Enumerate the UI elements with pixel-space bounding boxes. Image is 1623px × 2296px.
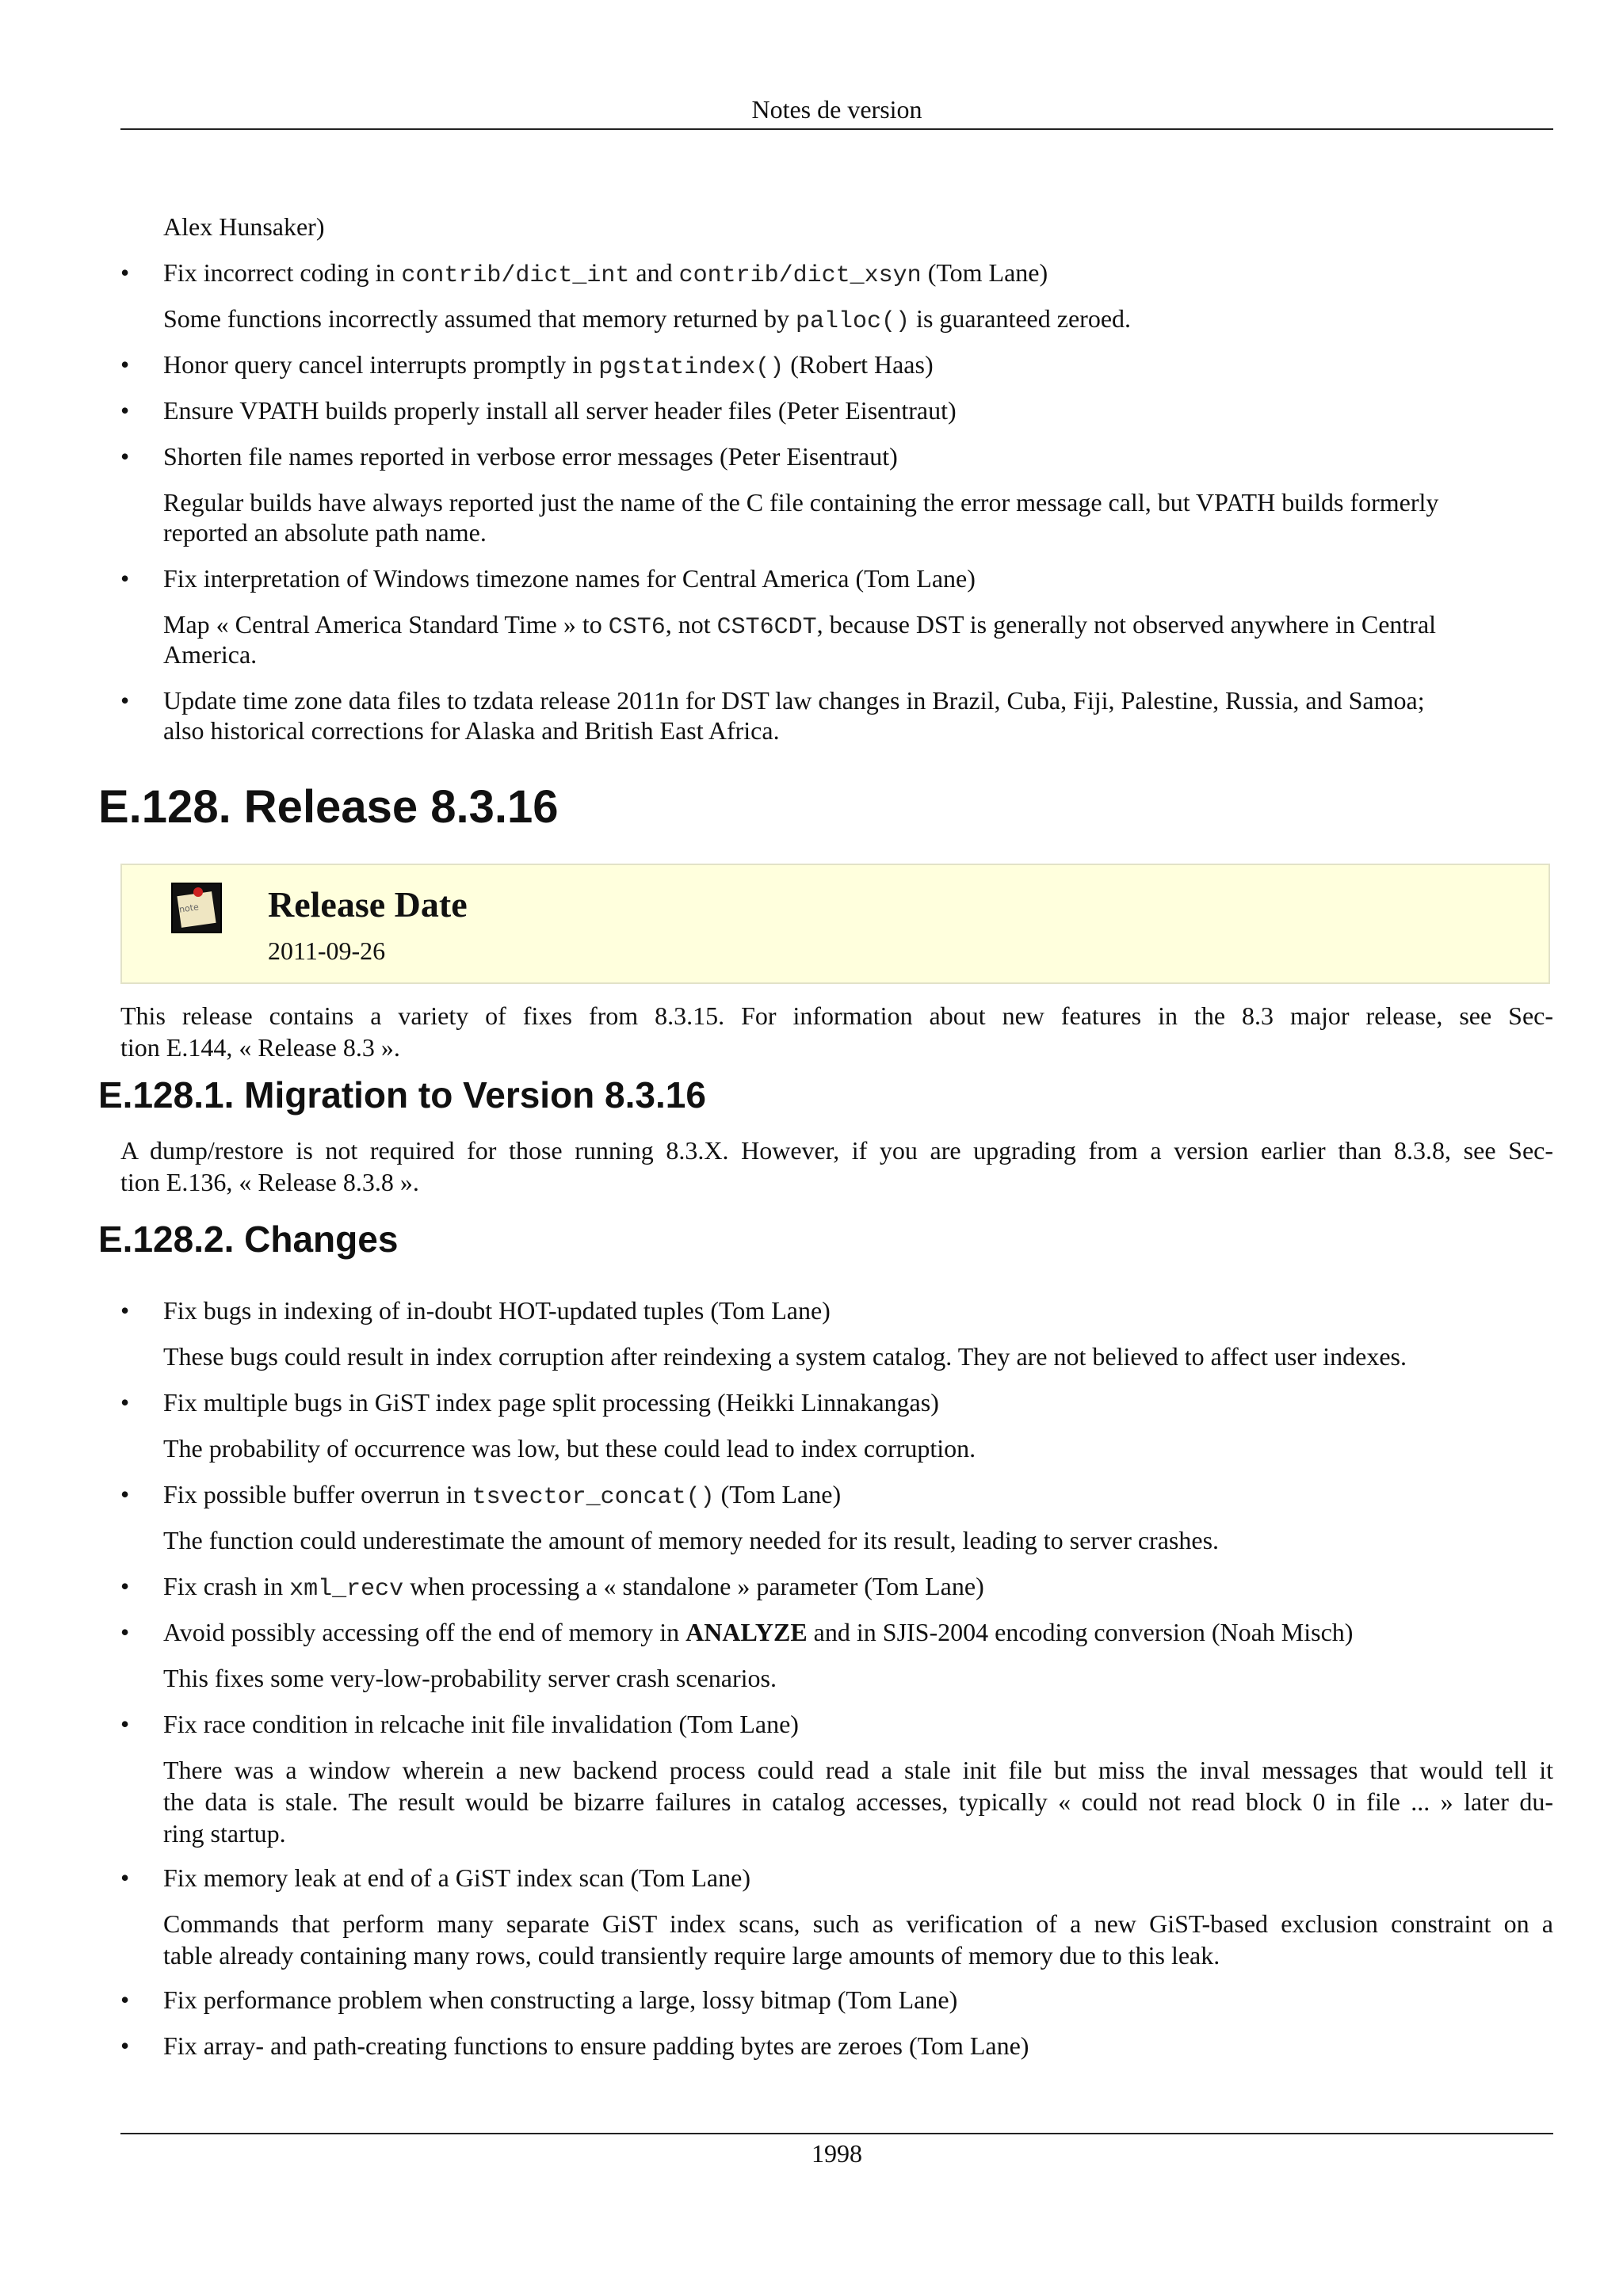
list-item: Fix array- and path-creating functions to ensure padding bytes are zeroes (Tom Lane) [163, 2031, 1029, 2060]
header-rule [120, 128, 1553, 130]
bullet: • [120, 1985, 130, 2014]
footer-rule [120, 2133, 1553, 2134]
continuation-text: Alex Hunsaker) [163, 212, 325, 241]
release-date: 2011-09-26 [268, 936, 386, 965]
bullet: • [120, 350, 130, 379]
list-item: also historical corrections for Alaska and British East Africa. [163, 716, 780, 745]
note-icon: note [171, 883, 222, 933]
migration-text: A dump/restore is not required for those running 8.3.X. However, if you are upgrading from a version earlier than 8.3.8, see Sec- tion E.136, « Release 8.3.8 ». [120, 1136, 1553, 1196]
list-item: Fix multiple bugs in GiST index page split processing (Heikki Linnakangas) [163, 1388, 939, 1417]
list-item: Fix incorrect coding in contrib/dict_int and contrib/dict_xsyn (Tom Lane) [163, 258, 1048, 289]
list-item-detail: These bugs could result in index corruption after reindexing a system catalog. They are not believed to affect user indexes. [163, 1342, 1407, 1371]
list-item-detail: There was a window wherein a new backend process could read a stale init file but miss the inval messages that would tell it the data is stale. The result would be bizarre failures in catalog accesses, typically « could not read block 0 in file ... » later du- ring startup. [163, 1756, 1553, 1848]
list-item-detail: Map « Central America Standard Time » to CST6, not CST6CDT, because DST is generally not observed anywhere in Central [163, 610, 1437, 641]
code-literal: pgstatindex() [598, 354, 785, 381]
release-intro: This release contains a variety of fixes from 8.3.15. For information about new features in the 8.3 major release, see Sec- tion E.144, « Release 8.3 ». [120, 1001, 1553, 1062]
list-item: Fix bugs in indexing of in-doubt HOT-updated tuples (Tom Lane) [163, 1296, 831, 1325]
list-item-detail: Regular builds have always reported just the name of the C file containing the error message call, but VPATH builds formerly [163, 488, 1439, 517]
bullet: • [120, 1296, 130, 1325]
list-item-detail: This fixes some very-low-probability server crash scenarios. [163, 1664, 777, 1692]
note-title: Release Date [268, 884, 468, 925]
bullet: • [120, 1618, 130, 1646]
subsection-heading: E.128.2. Changes [98, 1219, 399, 1260]
code-literal: xml_recv [289, 1576, 404, 1603]
list-item-detail: Commands that perform many separate GiST index scans, such as verification of a new GiST-based exclusion constraint on a table already containing many rows, could transiently require large amounts of memory due to this leak. [163, 1909, 1553, 1970]
running-header: Notes de version [751, 95, 922, 124]
list-item: Avoid possibly accessing off the end of memory in ANALYZE and in SJIS-2004 encoding conversion (Noah Misch) [163, 1618, 1354, 1646]
code-literal: contrib/dict_int [401, 262, 630, 289]
list-item: Honor query cancel interrupts promptly in pgstatindex() (Robert Haas) [163, 350, 934, 381]
code-literal: CST6CDT [716, 614, 817, 641]
bullet: • [120, 564, 130, 593]
list-item: Fix performance problem when constructing a large, lossy bitmap (Tom Lane) [163, 1985, 958, 2014]
list-item: Update time zone data files to tzdata release 2011n for DST law changes in Brazil, Cuba, Fiji, Palestine, Russia, and Samoa; [163, 686, 1425, 715]
section-heading: E.128. Release 8.3.16 [98, 781, 559, 833]
list-item: Fix crash in xml_recv when processing a « standalone » parameter (Tom Lane) [163, 1572, 984, 1603]
bullet: • [120, 442, 130, 471]
bullet: • [120, 1388, 130, 1417]
bullet: • [120, 686, 130, 715]
bullet: • [120, 396, 130, 425]
list-item: Ensure VPATH builds properly install all server header files (Peter Eisentraut) [163, 396, 957, 425]
list-item: Fix race condition in relcache init file invalidation (Tom Lane) [163, 1710, 799, 1738]
bullet: • [120, 258, 130, 287]
list-item: Fix possible buffer overrun in tsvector_concat() (Tom Lane) [163, 1480, 842, 1511]
list-item-detail: The probability of occurrence was low, but these could lead to index corruption. [163, 1434, 976, 1463]
code-literal: tsvector_concat() [472, 1484, 715, 1511]
bullet: • [120, 1572, 130, 1600]
command-name: ANALYZE [685, 1618, 808, 1646]
list-item-detail: The function could underestimate the amount of memory needed for its result, leading to server crashes. [163, 1526, 1220, 1554]
subsection-heading: E.128.1. Migration to Version 8.3.16 [98, 1074, 706, 1116]
bullet: • [120, 1863, 130, 1892]
list-item-detail: Some functions incorrectly assumed that memory returned by palloc() is guaranteed zeroed. [163, 304, 1132, 335]
bullet: • [120, 2031, 130, 2060]
bullet: • [120, 1710, 130, 1738]
page-number: 1998 [812, 2139, 862, 2168]
code-literal: palloc() [796, 308, 911, 335]
list-item-detail: reported an absolute path name. [163, 518, 487, 547]
list-item: Shorten file names reported in verbose error messages (Peter Eisentraut) [163, 442, 898, 471]
list-item-detail: America. [163, 640, 258, 669]
bullet: • [120, 1480, 130, 1508]
list-item: Fix interpretation of Windows timezone names for Central America (Tom Lane) [163, 564, 976, 593]
list-item: Fix memory leak at end of a GiST index scan (Tom Lane) [163, 1863, 750, 1892]
code-literal: contrib/dict_xsyn [678, 262, 922, 289]
code-literal: CST6 [608, 614, 666, 641]
release-date-note [120, 864, 1550, 984]
